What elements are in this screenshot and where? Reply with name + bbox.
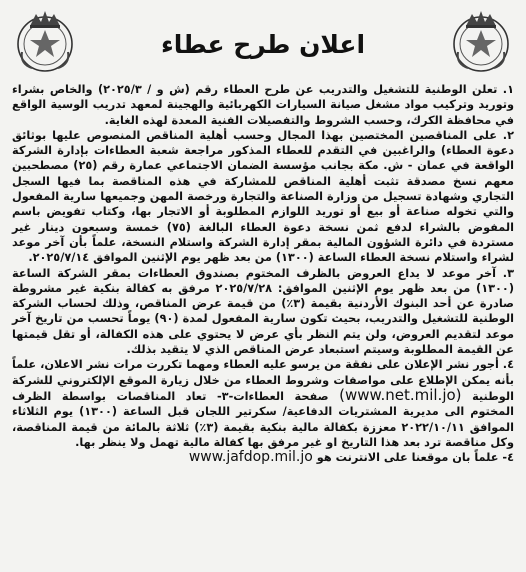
clause-2: ٢. على المناقصين المختصين بهذا المجال وحسب أهلية المناقص المنصوص عليها بوثائق دعوة العطاء) والراغبين في التقدم للعطاء المذكور مراجعة شعبة العطاءات بإدارة الشركة الواقعة في عمان - ش. مكة بجانب مؤسسة الضمان الاجتماعي عمارة رقم (٢٥) مصطحبين معهم نسخ مصدقة تثبت أهلية المناقص للمشاركة في هذه المناقصة بما فيها السجل التجاري وشهادة تسجيل من وزارة الصناعة والتجارة ورخصة المهن وجميعها سارية المفعول والتي تخوله صناعة أو بيع أو توريد اللوازم المطلوبة أو الاتجار بها، وكتاب تفويض باسم المفوض بالشراء لدفع ثمن نسخة دعوة العطاء البالغة (٧٥) خمسة وسبعون دينار غير مستردة في دائرة الشؤون المالية بمقر إدارة الشركة واستلام النسخة، علماً بأن آخر موعد لشراء واستلام نسخة العطاء الساعة (١٣٠٠) من بعد ظهر يوم الإثنين الموافق ٢٠٢٥/٧/١٤. [12,128,515,265]
clause-3: ٣. آخر موعد لا يداع العروض بالظرف المختوم بصندوق العطاءات بمقر الشركة الساعة (١٣٠٠) من بعد ظهر يوم الإثنين الموافق: ٢٠٢٥/٧/٢٨ مرفق به كفالة بنكية غير مشروطة صادرة عن أحد البنوك الأردنية بقيمة (٣٪) من قيمة عرض المناقص، وذلك لحساب الشركة الوطنية للتشغيل والتدريب، بحيث تكون سارية المفعول لمدة (٩٠) يوماً تحسب من تاريخ آخر موعد لتقديم العروض، ولن يتم النظر بأي عرض لا يحتوي على هذه الكفالة، أو تقل قيمتها عن القيمة المطلوبة وسيتم استبعاد عرض المناقص الذي لا يتقيد بذلك. [12,266,514,357]
procurement-website-link[interactable]: www.jafdop.mil.jo [188,449,313,466]
header [12,6,514,82]
clause-4-details: صفحة العطاءات-٣- تعاد المناقصات بواسطة الظرف المختوم الى مديرية المشتريات الدفاعية/ سكرتير اللجان قبل الساعة (١٣٠٠) يوم الثلاثاء الموافق ٢٠٢٢/١٠/١١ معززة بكفالة مالية بنكية بقيمة (٣٪) ثلاثة بالمائة من قيمة المناقصة، وكل مناقصة ترد بعد هذا التاريخ او غير مرفق بها كفالة مالية تهمل ولا ينظر بها. [12,389,515,449]
clause-5 [12,450,514,465]
crown-emblem-icon [12,8,78,74]
clause-4-intro: ٤. أجور نشر الإعلان على نفقة من يرسو عليه العطاء ومهما تكررت مرات نشر الاعلان، علماً بأنه يمكن الإطلاع على مواصفات وشروط العطاء من خلال زيارة الموقع الإلكتروني للشركة الوطنية [12,358,514,403]
website-link[interactable]: (www.net.mil.jo) [339,385,462,404]
page-title: اعلان طرح عطاء [160,29,366,59]
clause-1: ١. تعلن الوطنية للتشغيل والتدريب عن طرح العطاء رقم (ش و / ٢٠٢٥/٣) والخاص بشراء وتوريد وتركيب مواد مشغل صيانة السيارات الكهربائية والهجينة لمعهد تدريب الوسية الواقع في محافظة الكرك، وحسب الشروط والتفصيلات الفنية المعدة لهذه الغاية. [12,83,514,127]
clause-4 [12,357,514,450]
crown-emblem-icon [448,8,514,74]
clause-5-intro: ٤- علماً بان موقعنا على الانترنت هو [316,451,514,465]
announcement-body [12,82,514,465]
